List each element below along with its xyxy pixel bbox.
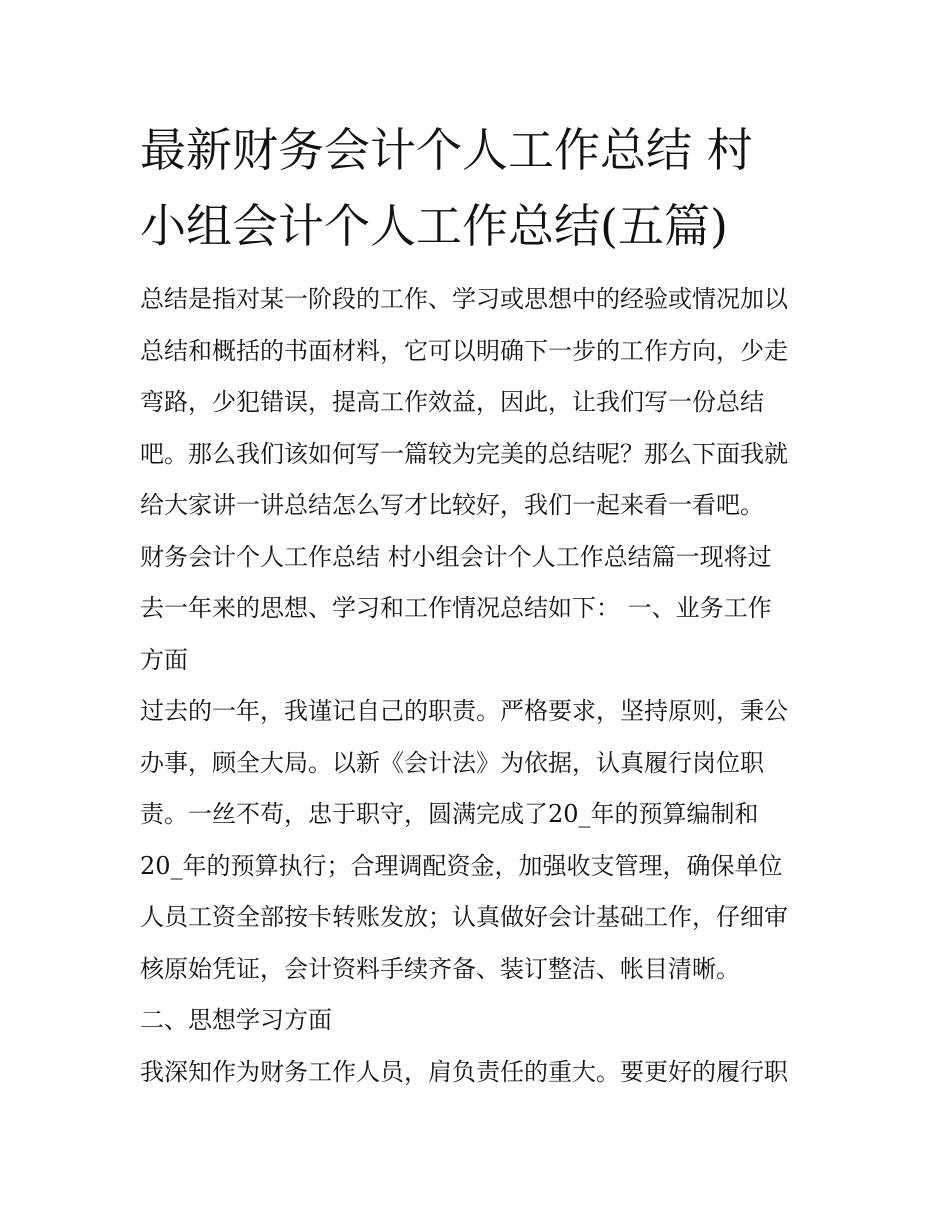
body-line: 我深知作为财务工作人员，肩负责任的重大。要更好的履行职 — [140, 1057, 788, 1086]
body-line: 人员工资全部按卡转账发放；认真做好会计基础工作，仔细审 — [140, 903, 788, 931]
body-line: 弯路，少犯错误，提高工作效益，因此，让我们写一份总结 — [140, 388, 764, 416]
section-heading: 二、思想学习方面 — [140, 1006, 332, 1034]
document-title — [140, 112, 820, 264]
body-line: 去一年来的思想、学习和工作情况总结如下： 一、业务工作 — [140, 594, 772, 622]
body-line: 20_年的预算执行；合理调配资金，加强收支管理，确保单位 — [140, 851, 783, 880]
body-line: 给大家讲一讲总结怎么写才比较好，我们一起来看一看吧。 — [140, 491, 764, 519]
body-line: 总结和概括的书面材料，它可以明确下一步的工作方向，少走 — [140, 336, 788, 365]
body-line: 核原始凭证，会计资料手续齐备、装订整洁、帐目清晰。 — [140, 954, 740, 983]
body-line: 吧。那么我们该如何写一篇较为完美的总结呢？那么下面我就 — [140, 439, 788, 468]
body-line: 总结是指对某一阶段的工作、学习或思想中的经验或情况加以 — [140, 285, 788, 313]
title-line-2: 小组会计个人工作总结(五篇) — [140, 199, 728, 253]
body-line: 过去的一年，我谨记自己的职责。严格要求，坚持原则，秉公 — [140, 697, 788, 725]
body-line: 办事，顾全大局。以新《会计法》为依据，认真履行岗位职 — [140, 748, 764, 777]
body-line: 财务会计个人工作总结 村小组会计个人工作总结篇一现将过 — [140, 542, 772, 571]
body-line: 责。一丝不苟，忠于职守，圆满完成了20_年的预算编制和 — [140, 800, 759, 828]
body-line: 方面 — [140, 645, 188, 674]
title-line-1: 最新财务会计个人工作总结 村 — [140, 123, 753, 177]
document-body — [140, 274, 820, 1098]
